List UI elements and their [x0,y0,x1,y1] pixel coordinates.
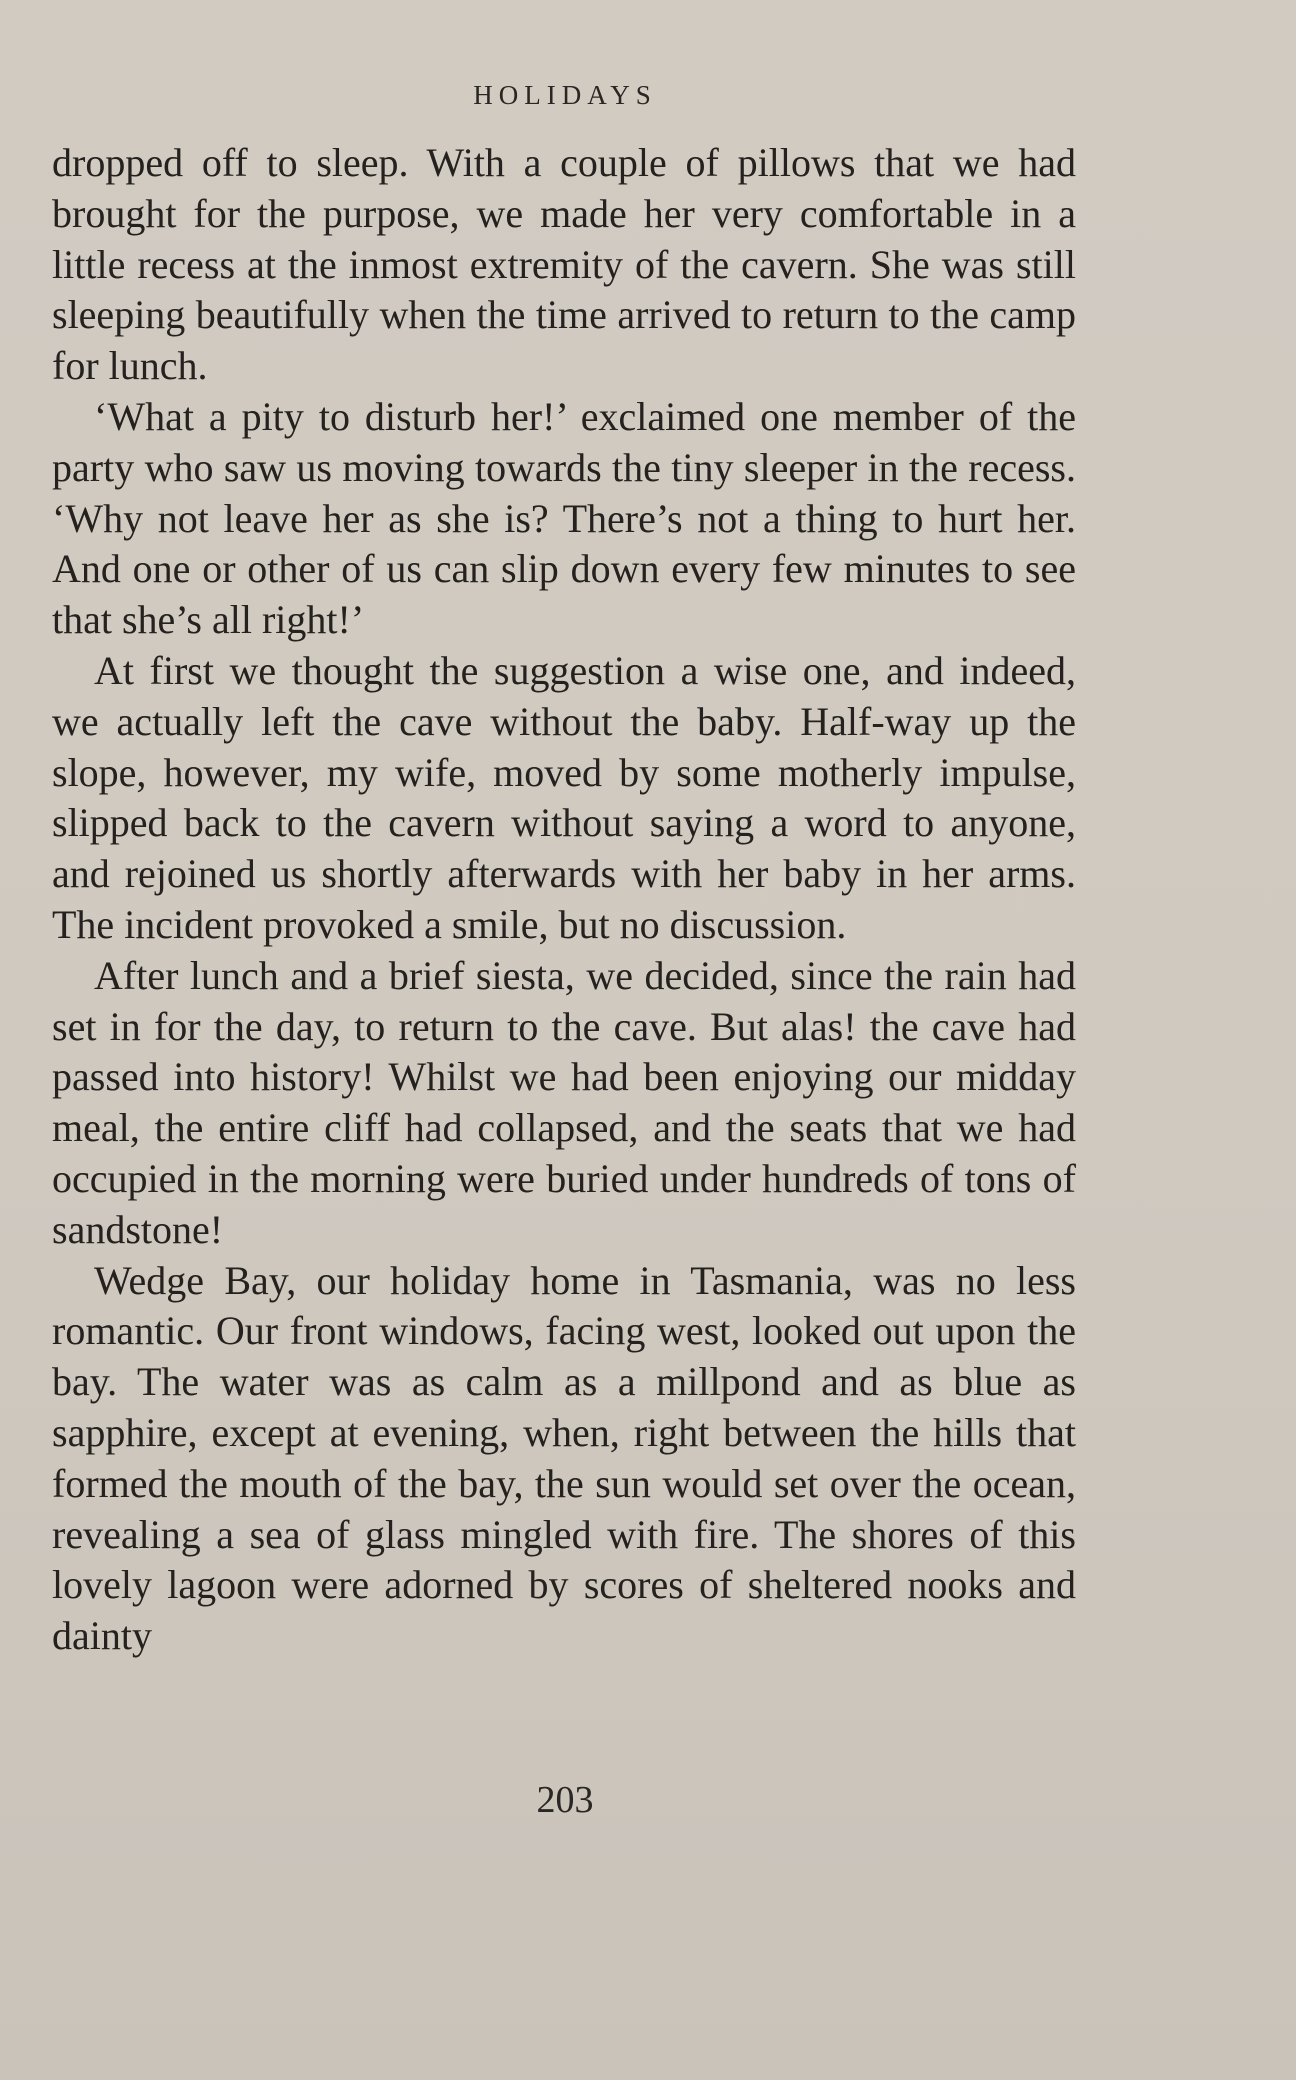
page-number: 203 [536,1779,594,1821]
paragraph-2: ‘What a pity to disturb her!’ exclaimed one member of the party who saw us moving towards the tiny sleeper in the recess. ‘Why not leave her as she is? There’s not a thing to hurt her. And one or other of us can slip down every few minutes to see that she’s all right!’ [52,393,1076,643]
paragraph-4: After lunch and a brief siesta, we decided, since the rain had set in for the day, to return to the cave. But alas! the cave had passed into history! Whilst we had been enjoying our midday meal, the entire cliff had collapsed, and the seats that we had occupied in the morning were buried under hundreds of tons of sandstone! [52,952,1076,1252]
paragraph-1: dropped off to sleep. With a couple of pillows that we had brought for the purpose, we made her very comfortable in a little recess at the inmost extremity of the cavern. She was still sleeping beautifully when the time arrived to return to the camp for lunch. [52,140,1076,389]
paragraph-3: At first we thought the suggestion a wise one, and indeed, we actually left the cave without the baby. Half-way up the slope, however, my wife, moved by some motherly impulse, slipped back to the cavern without saying a word to anyone, and rejoined us shortly afterwards with her baby in her arms. The incident provoked a smile, but no discussion. [52,647,1076,947]
body-text [52,138,1076,1662]
paragraph-5: Wedge Bay, our holiday home in Tasmania, was no less romantic. Our front windows, facing west, looked out upon the bay. The water was as calm as a millpond and as blue as sapphire, except at evening, when, right between the hills that formed the mouth of the bay, the sun would set over the ocean, revealing a sea of glass mingled with fire. The shores of this lovely lagoon were adorned by scores of sheltered nooks and dainty [52,1257,1076,1659]
running-head: HOLIDAYS [473,80,657,110]
